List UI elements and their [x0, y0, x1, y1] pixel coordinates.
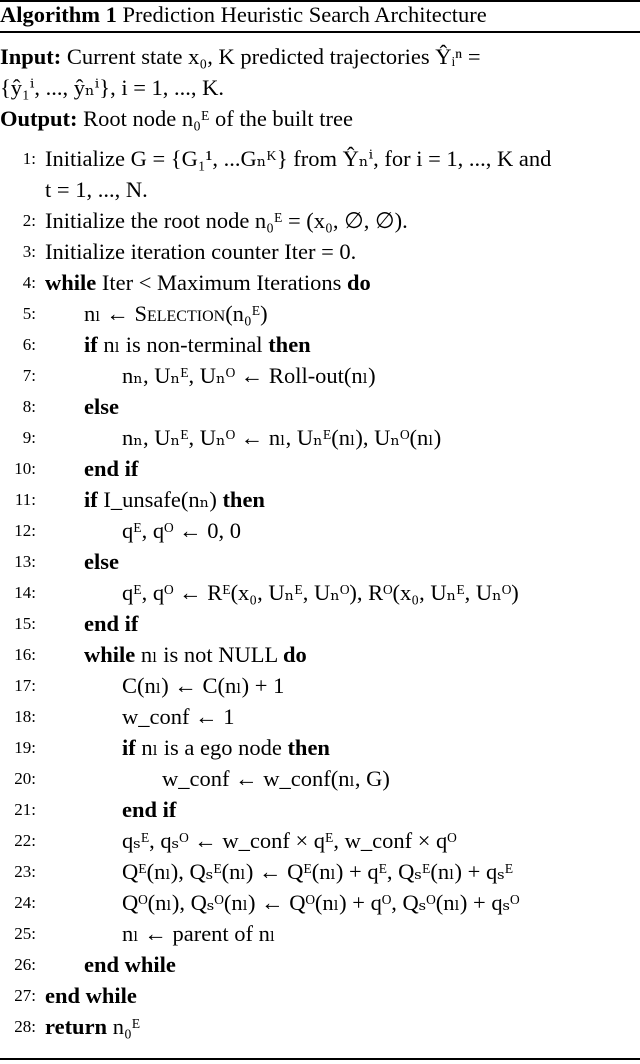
line-text: nₙ, Uₙᴱ, Uₙᴼ ← Roll-out(nₗ) [122, 363, 376, 388]
line-text: t = 1, ..., N. [45, 177, 148, 202]
line-number: 26: [14, 955, 36, 974]
line-text: end if [122, 797, 177, 822]
line-text: Qᴼ(nₗ), Qₛᴼ(nₗ) ← Qᴼ(nₗ) + qᴼ, Qₛᴼ(nₗ) + qₛᴼ [122, 890, 520, 915]
line-number: 18: [14, 707, 36, 726]
algorithm-line [0, 515, 640, 546]
line-text: Initialize the root node n₀ᴱ = (x₀, ∅, ∅). [45, 208, 408, 233]
line-text: return n₀ᴱ [45, 1014, 141, 1039]
line-text: w_conf ← 1 [122, 704, 235, 729]
line-text: qₛᴱ, qₛᴼ ← w_conf × qᴱ, w_conf × qᴼ [122, 828, 457, 853]
algorithm-line [0, 856, 640, 887]
line-number: 13: [14, 552, 36, 571]
algorithm-line [0, 298, 640, 329]
output-line: Output: Root node n₀ᴱ of the built tree [0, 106, 354, 131]
line-number: 27: [14, 986, 36, 1005]
algorithm-line [0, 887, 640, 918]
line-number: 11: [14, 490, 36, 509]
line-number: 20: [14, 769, 36, 788]
line-number: 12: [14, 521, 36, 540]
line-text: nₗ ← parent of nₗ [122, 921, 276, 946]
line-number: 17: [14, 676, 36, 695]
caption-rule [0, 31, 640, 33]
line-number: 22: [14, 831, 36, 850]
line-text: qᴱ, qᴼ ← 0, 0 [122, 518, 241, 543]
line-number: 10: [14, 459, 36, 478]
line-text: nₗ ← Selection(n₀ᴱ) [84, 301, 268, 326]
algorithm-line [0, 205, 640, 236]
algorithm-line [0, 732, 640, 763]
algorithm-line [0, 236, 640, 267]
algorithm-line [0, 825, 640, 856]
algorithm-line [0, 453, 640, 484]
algorithm-caption [0, 1, 487, 29]
line-text: else [84, 549, 119, 574]
line-number: 15: [14, 614, 36, 633]
algorithm-line [0, 391, 640, 422]
input-line-2: {ŷ₁ⁱ, ..., ŷₙⁱ}, i = 1, ..., K. [0, 75, 225, 100]
line-text: qᴱ, qᴼ ← Rᴱ(x₀, Uₙᴱ, Uₙᴼ), Rᴼ(x₀, Uₙᴱ, Uₙᴼ) [122, 580, 519, 605]
line-number: 2: [22, 211, 36, 230]
line-text: end if [84, 456, 139, 481]
output-label: Output: [0, 106, 84, 131]
line-number: 3: [22, 242, 36, 261]
line-text: Qᴱ(nₗ), Qₛᴱ(nₗ) ← Qᴱ(nₗ) + qᴱ, Qₛᴱ(nₗ) + qₛᴱ [122, 859, 514, 884]
algorithm-line [0, 918, 640, 949]
line-number: 24: [14, 893, 36, 912]
line-number: 9: [22, 428, 36, 447]
line-text: while Iter < Maximum Iterations do [45, 270, 371, 295]
algorithm-line [0, 1011, 640, 1042]
line-number: 5: [22, 304, 36, 323]
algorithm-line [0, 329, 640, 360]
line-number: 7: [22, 366, 36, 385]
algorithm-line [0, 701, 640, 732]
algorithm-line [0, 143, 640, 174]
algorithm-line [0, 577, 640, 608]
caption-title: Prediction Heuristic Search Architecture [122, 2, 487, 27]
bottom-rule [0, 1058, 640, 1060]
line-number: 1: [22, 149, 36, 168]
line-text: C(nₗ) ← C(nₗ) + 1 [122, 673, 285, 698]
line-text: w_conf ← w_conf(nₗ, G) [162, 766, 390, 791]
line-number: 14: [14, 583, 36, 602]
algorithm-line [0, 949, 640, 980]
line-text: while nₗ is not NULL do [84, 642, 307, 667]
line-text: end while [84, 952, 176, 977]
algorithm-line [0, 267, 640, 298]
algorithm-line [0, 360, 640, 391]
line-number: 21: [14, 800, 36, 819]
line-number: 25: [14, 924, 36, 943]
algorithm-line [0, 174, 640, 205]
algorithm-line [0, 422, 640, 453]
line-text: nₙ, Uₙᴱ, Uₙᴼ ← nₗ, Uₙᴱ(nₗ), Uₙᴼ(nₗ) [122, 425, 442, 450]
algorithm-line [0, 608, 640, 639]
caption-label: Algorithm 1 [0, 2, 117, 27]
line-text: if nₗ is a ego node then [122, 735, 330, 760]
input-label: Input: [0, 44, 67, 69]
input-line-1: Input: Current state x₀, K predicted trajectories Ŷᵢⁿ = [0, 44, 481, 69]
algorithm-line [0, 670, 640, 701]
algorithm-line [0, 546, 640, 577]
line-number: 23: [14, 862, 36, 881]
algorithm-line [0, 980, 640, 1011]
line-number: 28: [14, 1017, 36, 1036]
line-text: if I_unsafe(nₙ) then [84, 487, 265, 512]
line-text: Initialize iteration counter Iter = 0. [45, 239, 357, 264]
algorithm-line [0, 484, 640, 515]
line-text: end while [45, 983, 137, 1008]
line-number: 6: [22, 335, 36, 354]
line-number: 8: [22, 397, 36, 416]
algorithm-line [0, 639, 640, 670]
algorithm-line [0, 794, 640, 825]
line-text: end if [84, 611, 139, 636]
algorithm-line [0, 763, 640, 794]
line-text: if nₗ is non-terminal then [84, 332, 311, 357]
line-number: 4: [22, 273, 36, 292]
line-number: 16: [14, 645, 36, 664]
line-number: 19: [14, 738, 36, 757]
line-text: else [84, 394, 119, 419]
line-text: Initialize G = {G₁¹, ...Gₙᴷ} from Ŷₙⁱ, for i = 1, ..., K and [45, 146, 552, 171]
